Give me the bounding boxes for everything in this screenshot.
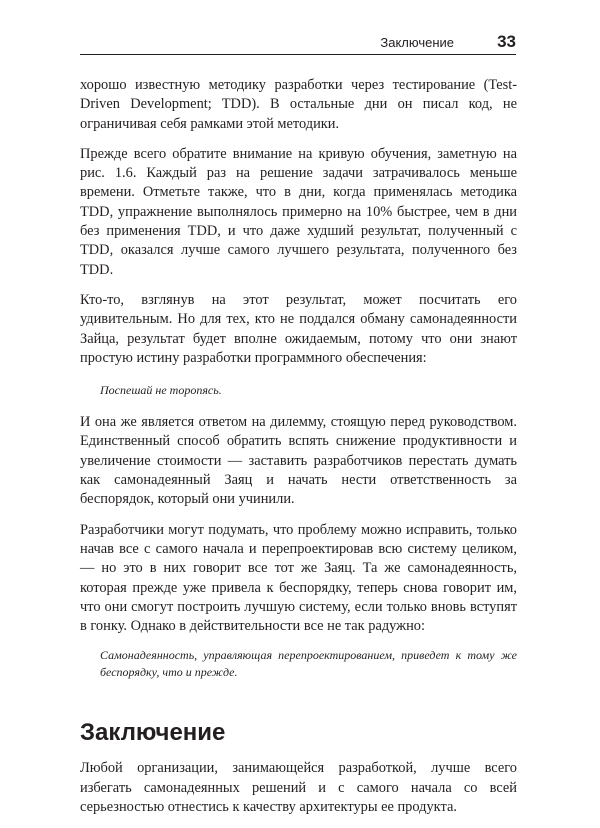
paragraph-2: Прежде всего обратите внимание на кривую обучения, заметную на рис. 1.6. Каждый раз на решение задачи затрачивалось меньше времени. Отметьте также, что в дни, когда применялась методика TDD, упражнение выполнялось примерно на 10% быстрее, чем в дни без применения TDD, и что даже худший результат, полученный с TDD, оказался лучше самого лучшего результата, полученного без TDD. bbox=[80, 145, 517, 278]
section-title: Заключение bbox=[80, 719, 226, 747]
paragraph-5: Разработчики могут подумать, что проблему можно исправить, только начав все с самого начала и перепроектировав всю систему целиком, — но это в них говорит все тот же Заяц. Та же самонадеянность, которая прежде уже привела к беспорядку, теперь снова говорит им, что они смогут построить лучшую систему, если только вновь вступят в гонку. Однако в действительности все не так радужно: bbox=[80, 521, 517, 635]
page-number: 33 bbox=[497, 32, 516, 51]
page-body bbox=[80, 76, 517, 828]
page-header bbox=[80, 34, 516, 54]
paragraph-3: Кто-то, взглянув на этот результат, может посчитать его удивительным. Но для тех, кто не поддался обману самонадеянности Зайца, результат будет вполне ожидаемым, потому что они знают простую истину разработки программного обеспечения: bbox=[80, 291, 517, 366]
block-quote: Самонадеянность, управляющая перепроектированием, приведет к тому же беспорядку, что и прежде. bbox=[100, 648, 517, 680]
section-paragraph: Любой организации, занимающейся разработкой, лучше всего избегать самонадеянных решений и с самого начала со всей серьезностью отнестись к качеству архитектуры ее продукта. bbox=[80, 760, 517, 816]
paragraph-1: хорошо известную методику разработки через тестирование (Test-Driven Development; TDD). В остальные дни он писал код, не ограничивая себя рамками этой методики. bbox=[80, 77, 517, 132]
running-head: Заключение bbox=[380, 35, 454, 50]
header-rule bbox=[80, 54, 516, 55]
epigraph: Поспешай не торопясь. bbox=[100, 383, 222, 398]
paragraph-4: И она же является ответом на дилемму, стоящую перед руководством. Единственный способ обратить вспять снижение продуктивности и увеличение стоимости — заставить разработчиков перестать думать как самонадеянный Заяц и начать нести ответственность за беспорядок, который они учинили. bbox=[80, 414, 517, 508]
